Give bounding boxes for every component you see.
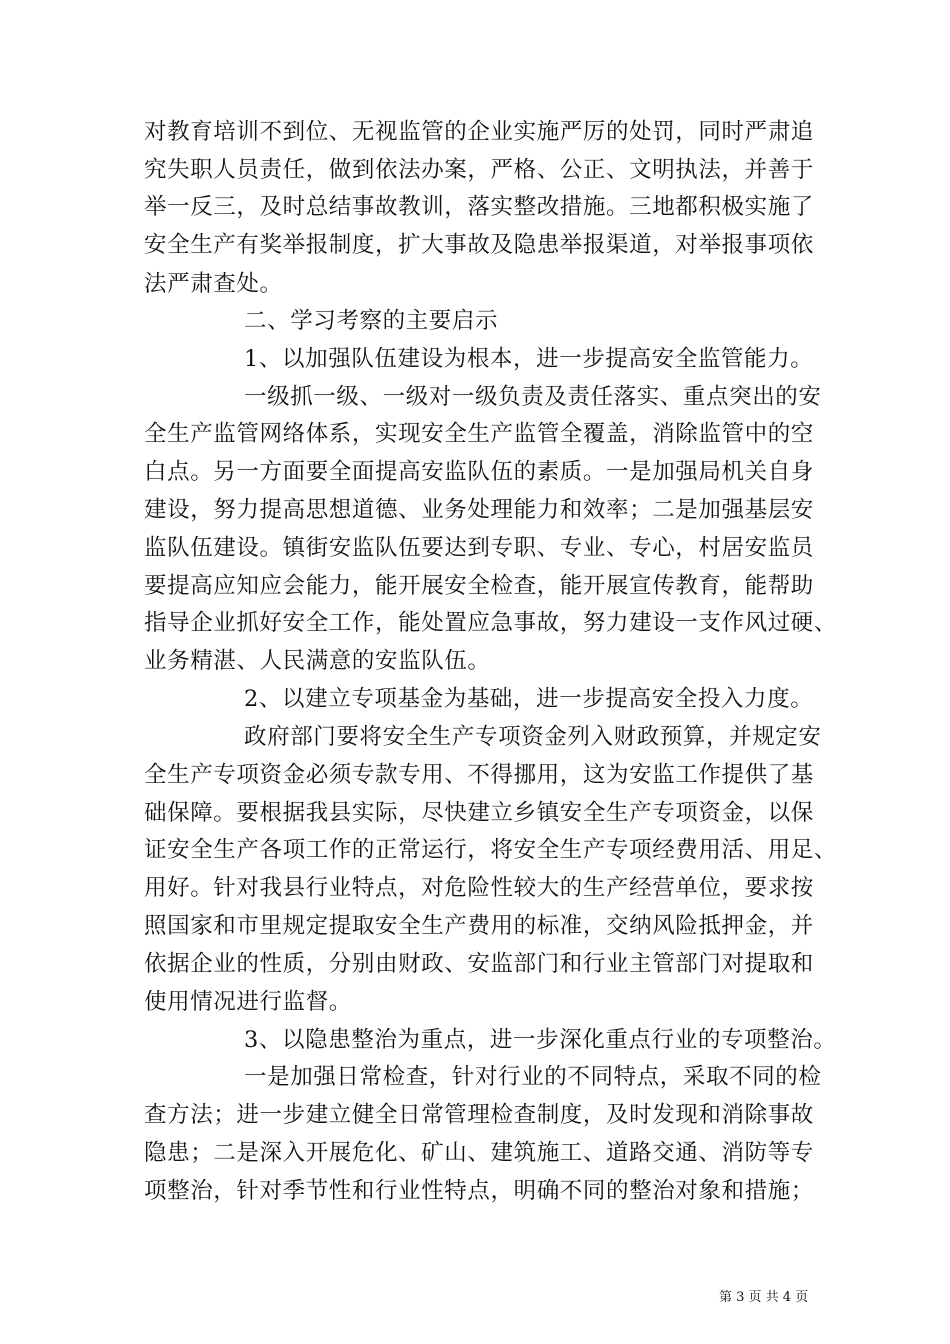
body-line: 指导企业抓好安全工作，能处置应急事故，努力建设一支作风过硬、 [144, 610, 838, 636]
body-line: 础保障。要根据我县实际，尽快建立乡镇安全生产专项资金，以保 [144, 800, 814, 826]
subsection-heading: 1、以加强队伍建设为根本，进一步提高安全监管能力。 [244, 346, 814, 372]
subsection-heading: 2、以建立专项基金为基础，进一步提高安全投入力度。 [244, 686, 814, 712]
paragraph-first-line: 一是加强日常检查，针对行业的不同特点，采取不同的检 [244, 1064, 822, 1090]
page-number-footer: 第 3 页 共 4 页 [719, 1290, 809, 1305]
body-line: 全生产监管网络体系，实现安全生产监管全覆盖，消除监管中的空 [144, 421, 814, 447]
body-line: 证安全生产各项工作的正常运行，将安全生产专项经费用活、用足、 [144, 837, 838, 863]
paragraph-first-line: 政府部门要将安全生产专项资金列入财政预算，并规定安 [244, 724, 822, 750]
body-line: 监队伍建设。镇街安监队伍要达到专职、专业、专心，村居安监员 [144, 535, 814, 561]
body-line: 依据企业的性质，分别由财政、安监部门和行业主管部门对提取和 [144, 951, 814, 977]
body-line: 用好。针对我县行业特点，对危险性较大的生产经营单位，要求按 [144, 875, 814, 901]
body-line: 使用情况进行监督。 [144, 989, 352, 1015]
body-line: 要提高应知应会能力，能开展安全检查，能开展宣传教育，能帮助 [144, 573, 814, 599]
paragraph-first-line: 一级抓一级、一级对一级负责及责任落实、重点突出的安 [244, 384, 822, 410]
body-line: 查方法；进一步建立健全日常管理检查制度，及时发现和消除事故 [144, 1102, 814, 1128]
body-line: 安全生产有奖举报制度，扩大事故及隐患举报渠道，对举报事项依 [144, 232, 814, 258]
body-line: 建设，努力提高思想道德、业务处理能力和效率；二是加强基层安 [144, 497, 814, 523]
body-line: 举一反三，及时总结事故教训，落实整改措施。三地都积极实施了 [144, 194, 814, 220]
body-line: 隐患；二是深入开展危化、矿山、建筑施工、道路交通、消防等专 [144, 1140, 814, 1166]
body-line: 法严肃查处。 [144, 271, 283, 297]
body-line: 对教育培训不到位、无视监管的企业实施严厉的处罚，同时严肃追 [144, 119, 814, 145]
body-line: 究失职人员责任，做到依法办案，严格、公正、文明执法，并善于 [144, 157, 814, 183]
section-heading: 二、学习考察的主要启示 [244, 308, 499, 334]
body-line: 照国家和市里规定提取安全生产费用的标准，交纳风险抵押金，并 [144, 913, 814, 939]
body-line: 白点。另一方面要全面提高安监队伍的素质。一是加强局机关自身 [144, 459, 814, 485]
subsection-heading: 3、以隐患整治为重点，进一步深化重点行业的专项整治。 [244, 1027, 837, 1053]
body-line: 全生产专项资金必须专款专用、不得挪用，这为安监工作提供了基 [144, 762, 814, 788]
body-line: 业务精湛、人民满意的安监队伍。 [144, 648, 491, 674]
body-line: 项整治，针对季节性和行业性特点，明确不同的整治对象和措施； [144, 1178, 814, 1204]
